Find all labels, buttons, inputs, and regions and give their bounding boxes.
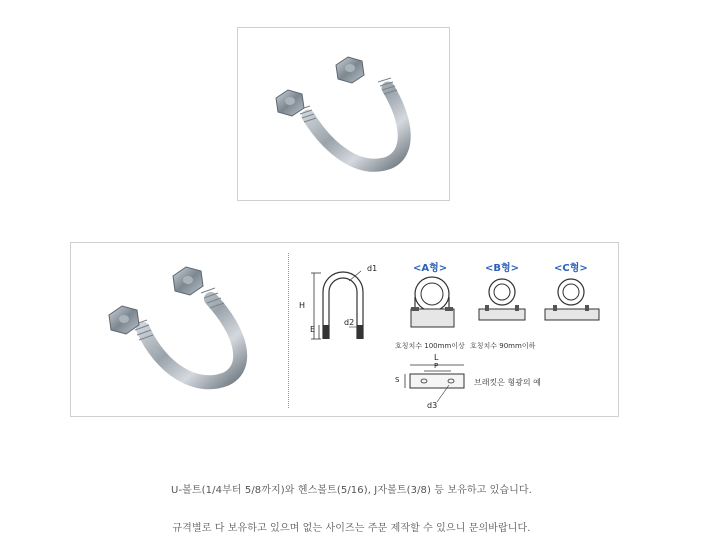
label-l: L <box>434 353 439 362</box>
type-b-title: <B형> <box>485 263 520 274</box>
label-d1: d1 <box>367 264 378 273</box>
type-c-title: <C형> <box>554 263 588 274</box>
caption-type-b: 호칭치수 90mm이하 <box>470 342 536 350</box>
u-bolt-photo-icon <box>81 251 286 411</box>
u-bolt-photo-icon <box>238 28 450 201</box>
description-line-2: 규격별로 다 보유하고 있으며 없는 사이즈는 주문 제작할 수 있으니 문의바랍니다. <box>172 523 531 534</box>
label-p: P <box>434 362 439 370</box>
description-line-1: U-볼트(1/4부터 5/8까지)와 헨스볼트(5/16), J자볼트(3/8) 등 보유하고 있습니다. <box>171 485 532 496</box>
label-d2: d2 <box>344 318 355 327</box>
label-h: H <box>299 301 306 310</box>
caption-type-a: 호칭치수 100mm이상 <box>395 342 465 350</box>
dimension-diagram <box>289 247 619 417</box>
label-d3: d3 <box>427 401 438 410</box>
label-e: E <box>310 325 316 334</box>
product-photo-frame <box>237 27 450 201</box>
label-s: S <box>395 376 400 384</box>
spec-diagram-frame <box>70 242 619 417</box>
type-a-title: <A형> <box>413 263 448 274</box>
bracket-caption: 브래킷은 형광의 예 <box>474 378 541 387</box>
